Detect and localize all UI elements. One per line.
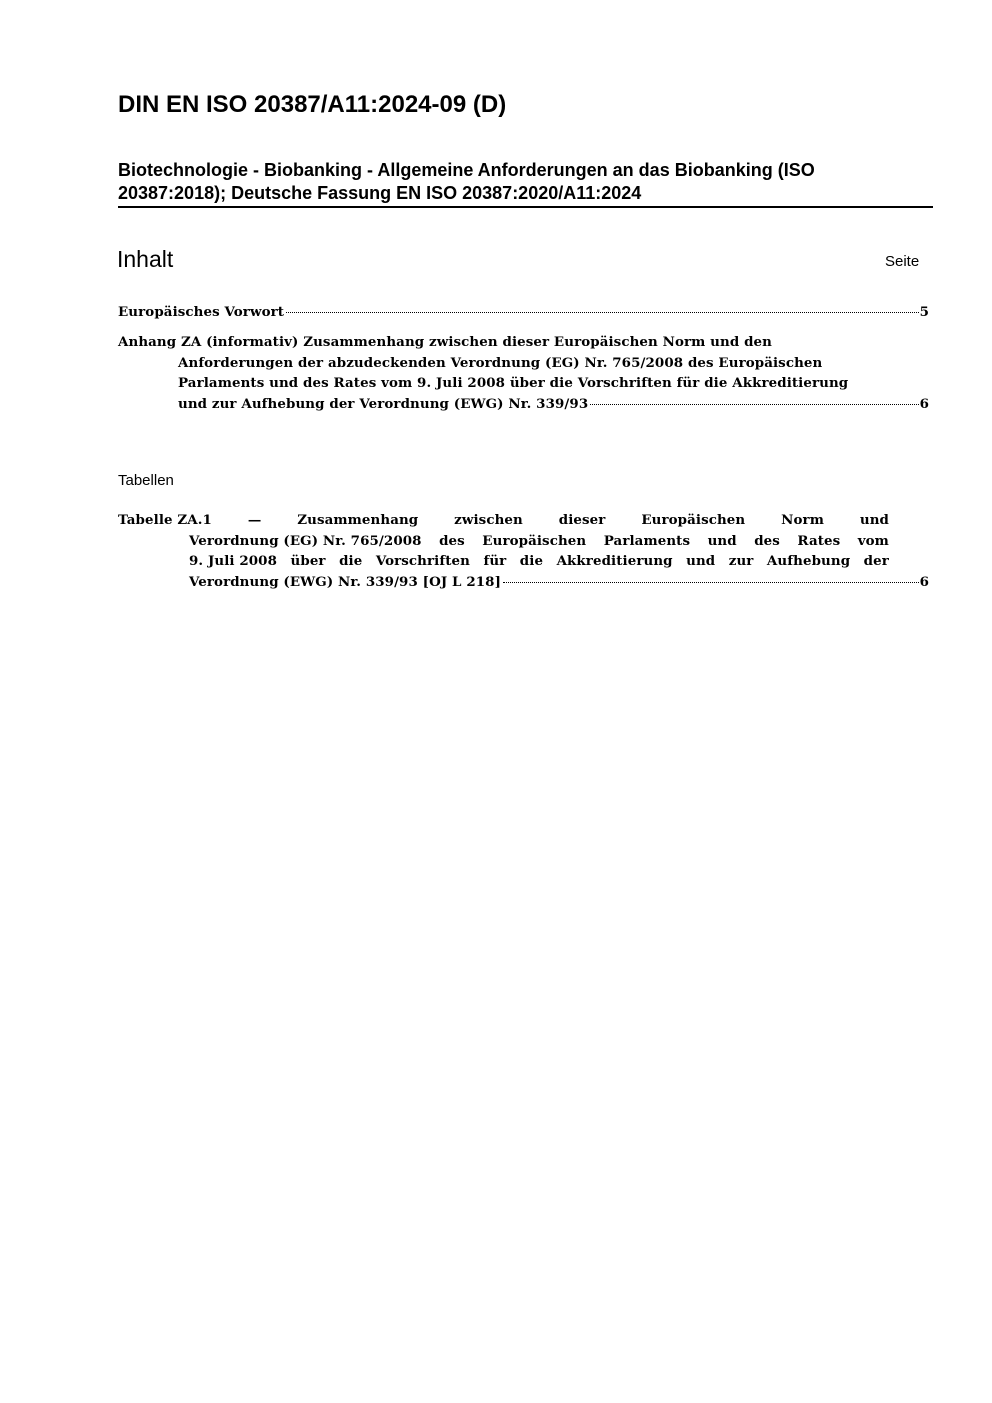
toc-entry-annex-za[interactable] — [118, 332, 929, 414]
contents-heading: Inhalt — [117, 246, 174, 272]
toc-entry-title-cont: Parlaments und des Rates vom 9. Juli 2008 über die Vorschriften für die Akkreditierung — [178, 375, 849, 391]
dot-leader — [590, 404, 918, 405]
toc-entry-title-cont: Anforderungen der abzudeckenden Verordnung (EG) Nr. 765/2008 des Europäischen — [178, 354, 823, 371]
document-subtitle-line: 20387:2018); Deutsche Fassung EN ISO 20387:2020/A11:2024 — [118, 183, 642, 203]
toc-entry-title: Europäisches Vorwort — [118, 304, 285, 320]
toc-line — [118, 531, 889, 552]
toc-line — [118, 394, 929, 415]
word: Parlaments — [603, 532, 691, 549]
word: und — [686, 553, 716, 569]
word: dieser — [558, 512, 606, 528]
word: der — [863, 553, 889, 569]
word: Europäischen — [482, 532, 587, 549]
toc-line — [118, 332, 929, 353]
toc-page-number: 6 — [919, 573, 929, 590]
word: 9. Juli 2008 — [189, 553, 278, 569]
word: und — [859, 512, 889, 528]
word: zur — [728, 553, 754, 569]
document-subtitle-line: Biotechnologie - Biobanking - Allgemeine Anforderungen an das Biobanking (ISO — [118, 160, 815, 180]
toc-line — [118, 302, 929, 323]
document-subtitle — [118, 159, 933, 208]
page-column-label: Seite — [885, 253, 920, 270]
toc-entry-title-cont: und zur Aufhebung der Verordnung (EWG) Nr. 339/93 — [178, 395, 589, 412]
word: Norm — [781, 512, 824, 528]
toc-line — [118, 373, 929, 394]
word: Europäischen — [641, 512, 746, 528]
word: für — [483, 553, 507, 569]
dot-leader — [286, 312, 919, 313]
word: vom — [857, 532, 889, 549]
word: die — [339, 553, 363, 569]
word: Verordnung (EG) Nr. 765/2008 — [189, 532, 422, 549]
toc-line — [118, 572, 929, 593]
word: des — [754, 532, 780, 549]
toc-entry-title-cont: Verordnung (EWG) Nr. 339/93 [OJ L 218] — [189, 573, 502, 590]
toc-page-number: 5 — [919, 304, 929, 320]
toc-entry-title: Anhang ZA (informativ) Zusammenhang zwischen dieser Europäischen Norm und den — [118, 334, 772, 350]
word: die — [519, 553, 544, 569]
word: und — [707, 532, 737, 549]
toc-entry-table-za1[interactable] — [118, 510, 929, 592]
toc-line — [118, 510, 889, 531]
word: — — [247, 512, 262, 528]
tables-heading: Tabellen — [118, 472, 174, 489]
word: Rates — [797, 532, 841, 549]
word: über — [290, 553, 326, 569]
word: Zusammenhang — [297, 512, 419, 528]
document-title: DIN EN ISO 20387/A11:2024-09 (D) — [118, 91, 507, 118]
toc-line — [118, 551, 889, 572]
word: Aufhebung — [766, 553, 851, 569]
word: Tabelle ZA.1 — [118, 512, 212, 528]
word: des — [439, 532, 465, 549]
dot-leader — [503, 582, 919, 583]
toc-entry-foreword[interactable] — [118, 302, 929, 323]
toc-line — [118, 353, 929, 374]
word: Akkreditierung — [556, 553, 673, 569]
word: Vorschriften — [375, 553, 470, 569]
word: zwischen — [454, 512, 523, 528]
toc-page-number: 6 — [919, 395, 929, 412]
